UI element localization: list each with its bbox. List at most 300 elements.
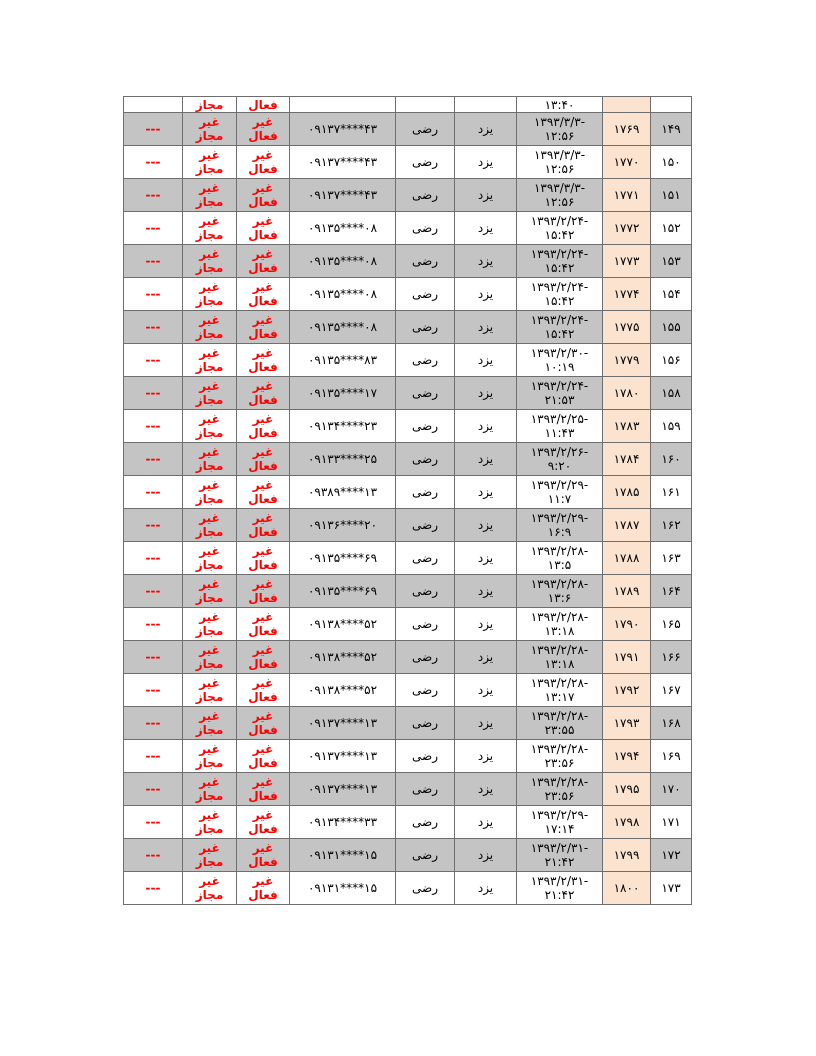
cell-text: غیر <box>199 709 220 723</box>
id-cell <box>603 278 651 311</box>
extra-cell <box>124 476 183 509</box>
cell-text: ۲۳:۵۵ <box>544 723 575 737</box>
permit-cell <box>183 806 237 839</box>
cell-text: غیر <box>199 280 220 294</box>
cell-text: ۱۳۹۳/۲/۲۸- <box>530 676 589 690</box>
phone-cell <box>290 410 396 443</box>
cell-text: غیر <box>199 115 220 129</box>
cell-text: --- <box>145 287 161 301</box>
cell-text: ۱۱:۷ <box>547 492 572 506</box>
name-cell <box>396 707 455 740</box>
cell-text: غیر <box>252 412 274 426</box>
cell-text: رضی <box>412 320 438 334</box>
cell-text: ۰۹۱۳۱****۱۵ <box>307 881 378 895</box>
cell-text: --- <box>145 848 161 862</box>
cell-text: ۱۵:۴۲ <box>544 327 575 341</box>
status-cell <box>237 740 290 773</box>
city-cell <box>455 311 517 344</box>
cell-text: غیر <box>199 148 220 162</box>
id-cell <box>603 245 651 278</box>
cell-text: ۰۹۱۳۵****۰۸ <box>307 221 378 235</box>
cell-text: ۰۹۱۳۱****۱۵ <box>307 848 378 862</box>
cell-text: غیر <box>252 610 274 624</box>
cell-text: مجاز <box>195 657 224 671</box>
cell-text: ۱۱:۴۳ <box>544 426 575 440</box>
status-cell <box>237 773 290 806</box>
cell-text: ۱۶۷ <box>661 683 681 697</box>
extra-cell <box>124 377 183 410</box>
permit-cell <box>183 641 237 674</box>
id-cell <box>603 740 651 773</box>
cell-text: مجاز <box>195 690 224 704</box>
id-cell <box>603 509 651 542</box>
extra-cell <box>124 806 183 839</box>
cell-text: --- <box>145 221 161 235</box>
cell-text: غیر <box>252 379 274 393</box>
row-number-cell <box>651 476 692 509</box>
cell-text: مجاز <box>195 492 224 506</box>
cell-text: ۱۳۹۳/۳/۳- <box>533 181 586 195</box>
permit-cell <box>183 476 237 509</box>
permit-cell <box>183 146 237 179</box>
id-cell <box>603 608 651 641</box>
phone-cell <box>290 278 396 311</box>
permit-cell <box>183 410 237 443</box>
city-cell <box>455 212 517 245</box>
cell-text: یزد <box>477 815 494 829</box>
cell-text: رضی <box>412 518 438 532</box>
cell-text: ۰۹۱۳۴****۳۳ <box>307 815 378 829</box>
cell-text: فعال <box>248 888 278 902</box>
row-number-cell <box>651 113 692 146</box>
cell-text: ۱۳۹۳/۲/۲۸- <box>530 775 589 789</box>
cell-text: رضی <box>412 155 438 169</box>
cell-text: رضی <box>412 353 438 367</box>
status-cell <box>237 608 290 641</box>
cell-text: ۱۳۹۳/۲/۲۸- <box>530 577 589 591</box>
date-cell <box>517 806 603 839</box>
phone-cell <box>290 608 396 641</box>
cell-text: ۱۷۸۸ <box>613 551 640 565</box>
permit-cell <box>183 542 237 575</box>
cell-text: رضی <box>412 749 438 763</box>
row-number-cell <box>651 245 692 278</box>
cell-text: ۱۷۹۲ <box>613 683 640 697</box>
cell-text: یزد <box>477 122 494 136</box>
date-cell <box>517 674 603 707</box>
cell-text: غیر <box>199 445 220 459</box>
name-cell <box>396 575 455 608</box>
cell-text: ۱۳:۱۷ <box>544 690 575 704</box>
cell-text: ۱۷۸۴ <box>613 452 640 466</box>
name-cell <box>396 212 455 245</box>
date-cell <box>517 872 603 905</box>
status-cell: فعال <box>237 97 290 113</box>
cell-text: ۱۷۷۵ <box>613 320 640 334</box>
cell-text: غیر <box>252 478 274 492</box>
status-cell <box>237 245 290 278</box>
phone-cell <box>290 806 396 839</box>
cell-text: ۱۷۱ <box>661 815 681 829</box>
status-cell <box>237 542 290 575</box>
cell-text: ۱۷۹۵ <box>613 782 640 796</box>
cell-text: غیر <box>199 214 220 228</box>
cell-text: یزد <box>477 716 494 730</box>
date-cell <box>517 344 603 377</box>
cell-text: ۱۳۹۳/۲/۲۹- <box>530 478 589 492</box>
extra-cell <box>124 575 183 608</box>
cell-text: ۱۷۷۳ <box>613 254 640 268</box>
row-number-cell <box>651 740 692 773</box>
cell-text: ۱۵۹ <box>661 419 681 433</box>
city-cell <box>455 872 517 905</box>
name-cell <box>396 179 455 212</box>
cell-text: غیر <box>199 874 220 888</box>
row-number-cell <box>651 773 692 806</box>
cell-text: غیر <box>199 181 220 195</box>
cell-text: یزد <box>477 749 494 763</box>
cell-text: غیر <box>252 643 274 657</box>
cell-text: غیر <box>199 511 220 525</box>
cell-text: یزد <box>477 551 494 565</box>
cell-text: رضی <box>412 716 438 730</box>
cell-text: غیر <box>252 511 274 525</box>
cell-text: رضی <box>412 617 438 631</box>
cell-text: یزد <box>477 188 494 202</box>
cell-text: ۱۳:۵ <box>547 558 572 572</box>
date-cell <box>517 377 603 410</box>
cell-text: غیر <box>199 610 220 624</box>
cell-text: رضی <box>412 584 438 598</box>
cell-text: ۰۹۱۳۸****۵۲ <box>307 650 378 664</box>
cell-text: ۱۷۰ <box>661 782 681 796</box>
cell-text: ۱۵:۴۲ <box>544 228 575 242</box>
cell-text: --- <box>145 254 161 268</box>
table-row <box>124 674 692 707</box>
cell-text: ۱۷۷۱ <box>613 188 640 202</box>
cell-text: --- <box>145 716 161 730</box>
cell-text: یزد <box>477 848 494 862</box>
cell-text: غیر <box>252 874 274 888</box>
row-number-cell <box>651 509 692 542</box>
cell-text: ۱۳۹۳/۲/۲۶- <box>530 445 589 459</box>
cell-text: ۱۷۷۰ <box>613 155 640 169</box>
cell-text: مجاز <box>195 129 224 143</box>
row-number-cell <box>651 278 692 311</box>
phone-cell <box>290 476 396 509</box>
id-cell <box>603 443 651 476</box>
status-cell <box>237 113 290 146</box>
row-number-cell <box>651 542 692 575</box>
table-row <box>124 740 692 773</box>
date-cell <box>517 707 603 740</box>
cell-text: فعال <box>248 723 278 737</box>
extra-cell <box>124 311 183 344</box>
cell-text: مجاز <box>195 426 224 440</box>
extra-cell <box>124 97 183 113</box>
cell-text: مجاز <box>195 723 224 737</box>
status-cell <box>237 212 290 245</box>
cell-text: فعال <box>248 558 278 572</box>
cell-text: ۱۷۸۰ <box>613 386 640 400</box>
cell-text: یزد <box>477 881 494 895</box>
city-cell <box>455 278 517 311</box>
id-cell <box>603 146 651 179</box>
row-number-cell <box>651 806 692 839</box>
id-cell <box>603 575 651 608</box>
cell-text: ۰۹۱۳۸****۵۲ <box>307 683 378 697</box>
city-cell <box>455 443 517 476</box>
table-row <box>124 410 692 443</box>
cell-text: ۱۵۸ <box>661 386 681 400</box>
cell-text: مجاز <box>195 888 224 902</box>
city-cell <box>455 773 517 806</box>
date-cell <box>517 740 603 773</box>
table-row <box>124 344 692 377</box>
cell-text: مجاز <box>195 327 224 341</box>
cell-text: مجاز <box>195 789 224 803</box>
cell-text: ۰۹۱۳۷****۴۳ <box>307 122 378 136</box>
extra-cell <box>124 740 183 773</box>
id-cell <box>603 97 651 113</box>
cell-text: ۱۳۹۳/۲/۲۸- <box>530 709 589 723</box>
cell-text: غیر <box>199 346 220 360</box>
table-row <box>124 179 692 212</box>
cell-text: یزد <box>477 221 494 235</box>
city-cell <box>455 509 517 542</box>
cell-text: رضی <box>412 650 438 664</box>
name-cell <box>396 278 455 311</box>
city-cell <box>455 476 517 509</box>
cell-text: مجاز <box>195 558 224 572</box>
cell-text: ۱۳۹۳/۲/۲۹- <box>530 511 589 525</box>
date-cell <box>517 839 603 872</box>
row-number-cell <box>651 97 692 113</box>
permit-cell <box>183 839 237 872</box>
city-cell <box>455 806 517 839</box>
permit-cell <box>183 245 237 278</box>
cell-text: مجاز <box>195 591 224 605</box>
date-cell <box>517 476 603 509</box>
permit-cell <box>183 575 237 608</box>
phone-cell <box>290 674 396 707</box>
cell-text: فعال <box>248 690 278 704</box>
cell-text: رضی <box>412 287 438 301</box>
extra-cell <box>124 839 183 872</box>
extra-cell <box>124 773 183 806</box>
permit-cell <box>183 443 237 476</box>
row-number-cell <box>651 179 692 212</box>
table-row <box>124 872 692 905</box>
cell-text: مجاز <box>195 756 224 770</box>
cell-text: ۱۷۸۷ <box>613 518 640 532</box>
extra-cell <box>124 443 183 476</box>
cell-text: ۲۳:۵۶ <box>544 789 575 803</box>
city-cell <box>455 674 517 707</box>
date-cell: ۱۳:۴۰ <box>517 97 603 113</box>
cell-text: ۱۰:۱۹ <box>544 360 575 374</box>
cell-text: ۱۷۸۵ <box>613 485 640 499</box>
cell-text: رضی <box>412 881 438 895</box>
cell-text: --- <box>145 683 161 697</box>
cell-text: غیر <box>252 346 274 360</box>
cell-text: غیر <box>252 181 274 195</box>
cell-text: فعال <box>248 657 278 671</box>
cell-text: ۱۳۹۳/۲/۲۴- <box>530 247 589 261</box>
phone-cell <box>290 212 396 245</box>
cell-text: ۰۹۱۳۵****۰۸ <box>307 254 378 268</box>
name-cell <box>396 97 455 113</box>
cell-text: غیر <box>199 676 220 690</box>
cell-text: فعال <box>248 129 278 143</box>
cell-text: --- <box>145 881 161 895</box>
cell-text: غیر <box>252 709 274 723</box>
cell-text: رضی <box>412 188 438 202</box>
phone-cell <box>290 740 396 773</box>
cell-text: فعال <box>248 327 278 341</box>
date-cell <box>517 212 603 245</box>
table-row <box>124 377 692 410</box>
cell-text: ۱۶۴ <box>661 584 681 598</box>
row-number-cell <box>651 377 692 410</box>
cell-text: مجاز <box>195 360 224 374</box>
cell-text: یزد <box>477 782 494 796</box>
table-row <box>124 839 692 872</box>
cell-text: غیر <box>199 379 220 393</box>
id-cell <box>603 344 651 377</box>
date-cell <box>517 641 603 674</box>
row-number-cell <box>651 410 692 443</box>
cell-text: غیر <box>252 577 274 591</box>
cell-text: غیر <box>252 808 274 822</box>
cell-text: --- <box>145 419 161 433</box>
row-number-cell <box>651 608 692 641</box>
row-number-cell <box>651 674 692 707</box>
date-cell <box>517 443 603 476</box>
phone-cell <box>290 707 396 740</box>
id-cell <box>603 377 651 410</box>
id-cell <box>603 773 651 806</box>
cell-text: فعال <box>248 624 278 638</box>
phone-cell <box>290 146 396 179</box>
permit-cell <box>183 674 237 707</box>
city-cell <box>455 542 517 575</box>
phone-cell <box>290 872 396 905</box>
name-cell <box>396 476 455 509</box>
cell-text: ۱۶۲ <box>661 518 681 532</box>
cell-text: یزد <box>477 386 494 400</box>
table-row <box>124 641 692 674</box>
cell-text: ۰۹۱۳۷****۱۳ <box>307 716 378 730</box>
row-number-cell <box>651 212 692 245</box>
id-cell <box>603 410 651 443</box>
phone-cell <box>290 773 396 806</box>
cell-text: ۱۳:۱۸ <box>544 657 575 671</box>
city-cell <box>455 344 517 377</box>
cell-text: ۱۵۶ <box>661 353 681 367</box>
cell-text: --- <box>145 617 161 631</box>
cell-text: یزد <box>477 419 494 433</box>
phone-cell <box>290 377 396 410</box>
cell-text: ۱۶۱ <box>661 485 681 499</box>
cell-text: ۱۳۹۳/۲/۲۴- <box>530 379 589 393</box>
cell-text: --- <box>145 320 161 334</box>
name-cell <box>396 740 455 773</box>
cell-text: ۰۹۱۳۵****۸۳ <box>307 353 378 367</box>
cell-text: رضی <box>412 551 438 565</box>
cell-text: یزد <box>477 650 494 664</box>
cell-text: ۱۶۵ <box>661 617 681 631</box>
cell-text: مجاز <box>195 228 224 242</box>
cell-text: ۱۶۰ <box>661 452 681 466</box>
cell-text: ۱۳۹۳/۲/۲۴- <box>530 313 589 327</box>
cell-text: ۰۹۱۳۸****۵۲ <box>307 617 378 631</box>
status-cell <box>237 311 290 344</box>
status-cell <box>237 344 290 377</box>
cell-text: ۱۷۶۹ <box>613 122 640 136</box>
extra-cell <box>124 872 183 905</box>
status-cell <box>237 674 290 707</box>
status-cell <box>237 707 290 740</box>
cell-text: ۱۶۶ <box>661 650 681 664</box>
cell-text: --- <box>145 518 161 532</box>
cell-text: ۱۳۹۳/۲/۳۱- <box>530 841 589 855</box>
cell-text: فعال <box>248 162 278 176</box>
cell-text: ۱۲:۵۶ <box>544 129 575 143</box>
row-number-cell <box>651 443 692 476</box>
row-number-cell <box>651 311 692 344</box>
table-row <box>124 311 692 344</box>
cell-text: --- <box>145 782 161 796</box>
permit-cell <box>183 278 237 311</box>
cell-text: فعال <box>248 228 278 242</box>
table-row <box>124 608 692 641</box>
cell-text: ۱۳۹۳/۳/۳- <box>533 148 586 162</box>
id-cell <box>603 707 651 740</box>
name-cell <box>396 311 455 344</box>
status-cell <box>237 377 290 410</box>
phone-cell <box>290 443 396 476</box>
cell-text: غیر <box>199 742 220 756</box>
row-number-cell <box>651 344 692 377</box>
cell-text: غیر <box>199 412 220 426</box>
cell-text: --- <box>145 551 161 565</box>
cell-text: یزد <box>477 485 494 499</box>
phone-cell <box>290 839 396 872</box>
cell-text: ۱۷۳ <box>661 881 681 895</box>
cell-text: فعال <box>248 393 278 407</box>
cell-text: رضی <box>412 221 438 235</box>
cell-text: یزد <box>477 287 494 301</box>
cell-text: ۱۷۹۴ <box>613 749 640 763</box>
cell-text: غیر <box>252 214 274 228</box>
name-cell <box>396 773 455 806</box>
cell-text: یزد <box>477 353 494 367</box>
cell-text: غیر <box>252 841 274 855</box>
cell-text: ۱۳۹۳/۳/۳- <box>533 115 586 129</box>
cell-text: رضی <box>412 782 438 796</box>
cell-text: --- <box>145 749 161 763</box>
cell-text: ۰۹۳۸۹****۱۳ <box>307 485 378 499</box>
row-number-cell <box>651 707 692 740</box>
table-row <box>124 146 692 179</box>
cell-text: فعال <box>248 855 278 869</box>
cell-text: --- <box>145 122 161 136</box>
id-cell <box>603 212 651 245</box>
status-cell <box>237 278 290 311</box>
date-cell <box>517 311 603 344</box>
status-cell <box>237 476 290 509</box>
